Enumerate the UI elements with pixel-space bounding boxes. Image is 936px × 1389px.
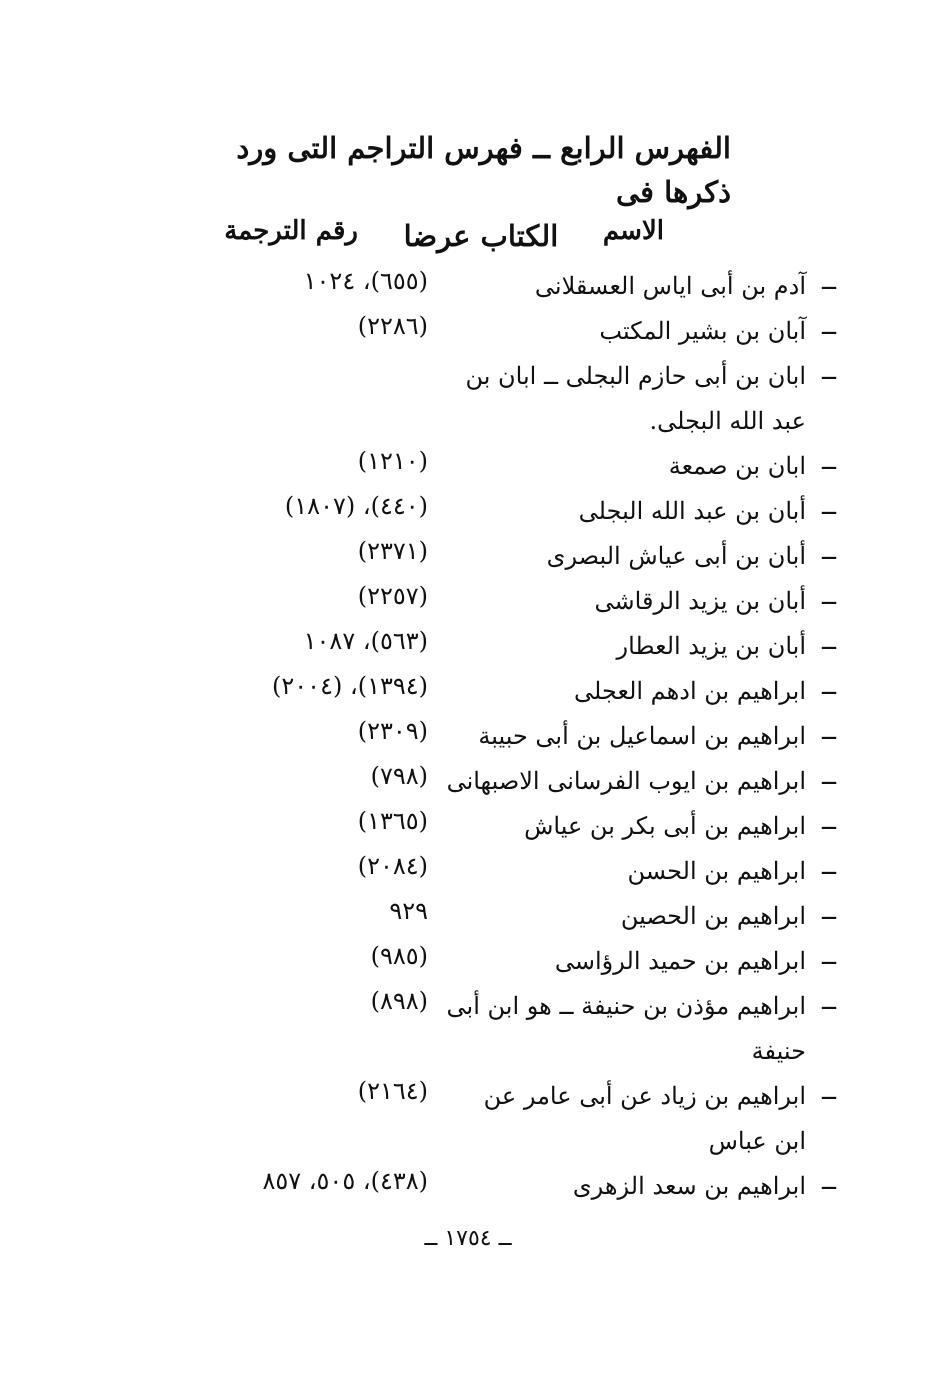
index-entry — [0, 618, 936, 663]
entry-dash: ــ — [821, 537, 836, 565]
entry-name: ابراهيم بن ايوب الفرسانى الاصبهانى — [446, 767, 806, 795]
entry-number: (٢٢٨٦) — [357, 312, 428, 340]
index-entry — [0, 348, 936, 438]
entry-number: (١٢١٠) — [357, 447, 428, 475]
entry-number: (٢٣٠٩) — [357, 717, 428, 745]
entry-name: ابراهيم بن سعد الزهرى — [572, 1172, 806, 1200]
entry-number: (٥٦٣)، ١٠٨٧ — [303, 627, 428, 655]
index-entry — [0, 438, 936, 483]
entry-number: (٢٣٧١) — [357, 537, 428, 565]
entry-name: آدم بن أبى اياس العسقلانى — [534, 272, 806, 300]
entry-name: أبان بن يزيد العطار — [616, 632, 806, 660]
entry-dash: ــ — [821, 717, 836, 745]
index-entry — [0, 303, 936, 348]
entry-name: ابراهيم بن ادهم العجلى — [574, 677, 806, 705]
entry-number: (٦٥٥)، ١٠٢٤ — [303, 267, 428, 295]
title-line-2: الكتاب عرضا — [403, 219, 559, 253]
entry-number: (٨٩٨) — [370, 987, 428, 1015]
entry-number: (٢٢٥٧) — [357, 582, 428, 610]
entry-dash: ــ — [821, 447, 836, 475]
entry-dash: ــ — [821, 672, 836, 700]
entry-number: (١٣٩٤)، (٢٠٠٤) — [272, 672, 428, 700]
entry-number: (٩٨٥) — [370, 942, 428, 970]
entry-name: ابراهيم مؤذن بن حنيفة ــ هو ابن أبى حنيفة — [446, 992, 806, 1065]
index-entries — [0, 258, 936, 1203]
entry-dash: ــ — [821, 942, 836, 970]
index-entry — [0, 1158, 936, 1203]
index-entry — [0, 843, 936, 888]
index-entry — [0, 933, 936, 978]
column-header-name: الاسم — [602, 216, 664, 246]
index-entry — [0, 663, 936, 708]
entry-dash: ــ — [821, 1167, 836, 1195]
entry-name: ابراهيم بن الحسن — [627, 857, 806, 885]
entry-dash: ــ — [821, 582, 836, 610]
entry-number: (٤٣٨)، ٥٠٥، ٨٥٧ — [262, 1167, 428, 1195]
entry-number: (٢١٦٤) — [357, 1077, 428, 1105]
entry-dash: ــ — [821, 312, 836, 340]
entry-dash: ــ — [821, 807, 836, 835]
index-entry — [0, 708, 936, 753]
entry-dash: ــ — [821, 1077, 836, 1105]
entry-number: ٩٢٩ — [389, 897, 428, 925]
entry-number: (١٣٦٥) — [357, 807, 428, 835]
entry-dash: ــ — [821, 357, 836, 385]
index-entry — [0, 888, 936, 933]
index-entry — [0, 1068, 936, 1158]
entry-dash: ــ — [821, 897, 836, 925]
index-entry — [0, 573, 936, 618]
entry-number: (٤٤٠)، (١٨٠٧) — [284, 492, 428, 520]
entry-name: ابراهيم بن الحصين — [620, 902, 806, 930]
index-entry — [0, 798, 936, 843]
entry-dash: ــ — [821, 762, 836, 790]
entry-name: ابراهيم بن حميد الرؤاسى — [554, 947, 806, 975]
column-header-number: رقم الترجمة — [224, 216, 358, 246]
index-entry — [0, 978, 936, 1068]
index-entry — [0, 258, 936, 303]
entry-name: ابان بن أبى حازم البجلى ــ ابان بن عبد الله البجلى. — [465, 362, 806, 435]
entry-dash: ــ — [821, 852, 836, 880]
entry-name: ابراهيم بن زياد عن أبى عامر عن ابن عباس — [483, 1082, 806, 1155]
index-entry — [0, 483, 936, 528]
entry-name: أبان بن يزيد الرقاشى — [594, 587, 806, 615]
entry-name: ابان بن صمعة — [668, 452, 806, 480]
entry-dash: ــ — [821, 492, 836, 520]
page-number: ــ ١٧٥٤ ــ — [424, 1226, 512, 1251]
entry-name: ابراهيم بن أبى بكر بن عياش — [524, 812, 806, 840]
entry-name: آبان بن بشير المكتب — [599, 317, 806, 345]
entry-name: ابراهيم بن اسماعيل بن أبى حبيبة — [478, 722, 806, 750]
index-entry — [0, 528, 936, 573]
entry-number: (٢٠٨٤) — [357, 852, 428, 880]
entry-dash: ــ — [821, 267, 836, 295]
title-line-1: الفهرس الرابع ــ فهرس التراجم التى ورد ذكرها فى — [236, 131, 731, 209]
index-entry — [0, 753, 936, 798]
entry-dash: ــ — [821, 627, 836, 655]
entry-name: أبان بن عبد الله البجلى — [578, 497, 806, 525]
entry-number: (٧٩٨) — [370, 762, 428, 790]
entry-dash: ــ — [821, 987, 836, 1015]
entry-name: أبان بن أبى عياش البصرى — [546, 542, 806, 570]
